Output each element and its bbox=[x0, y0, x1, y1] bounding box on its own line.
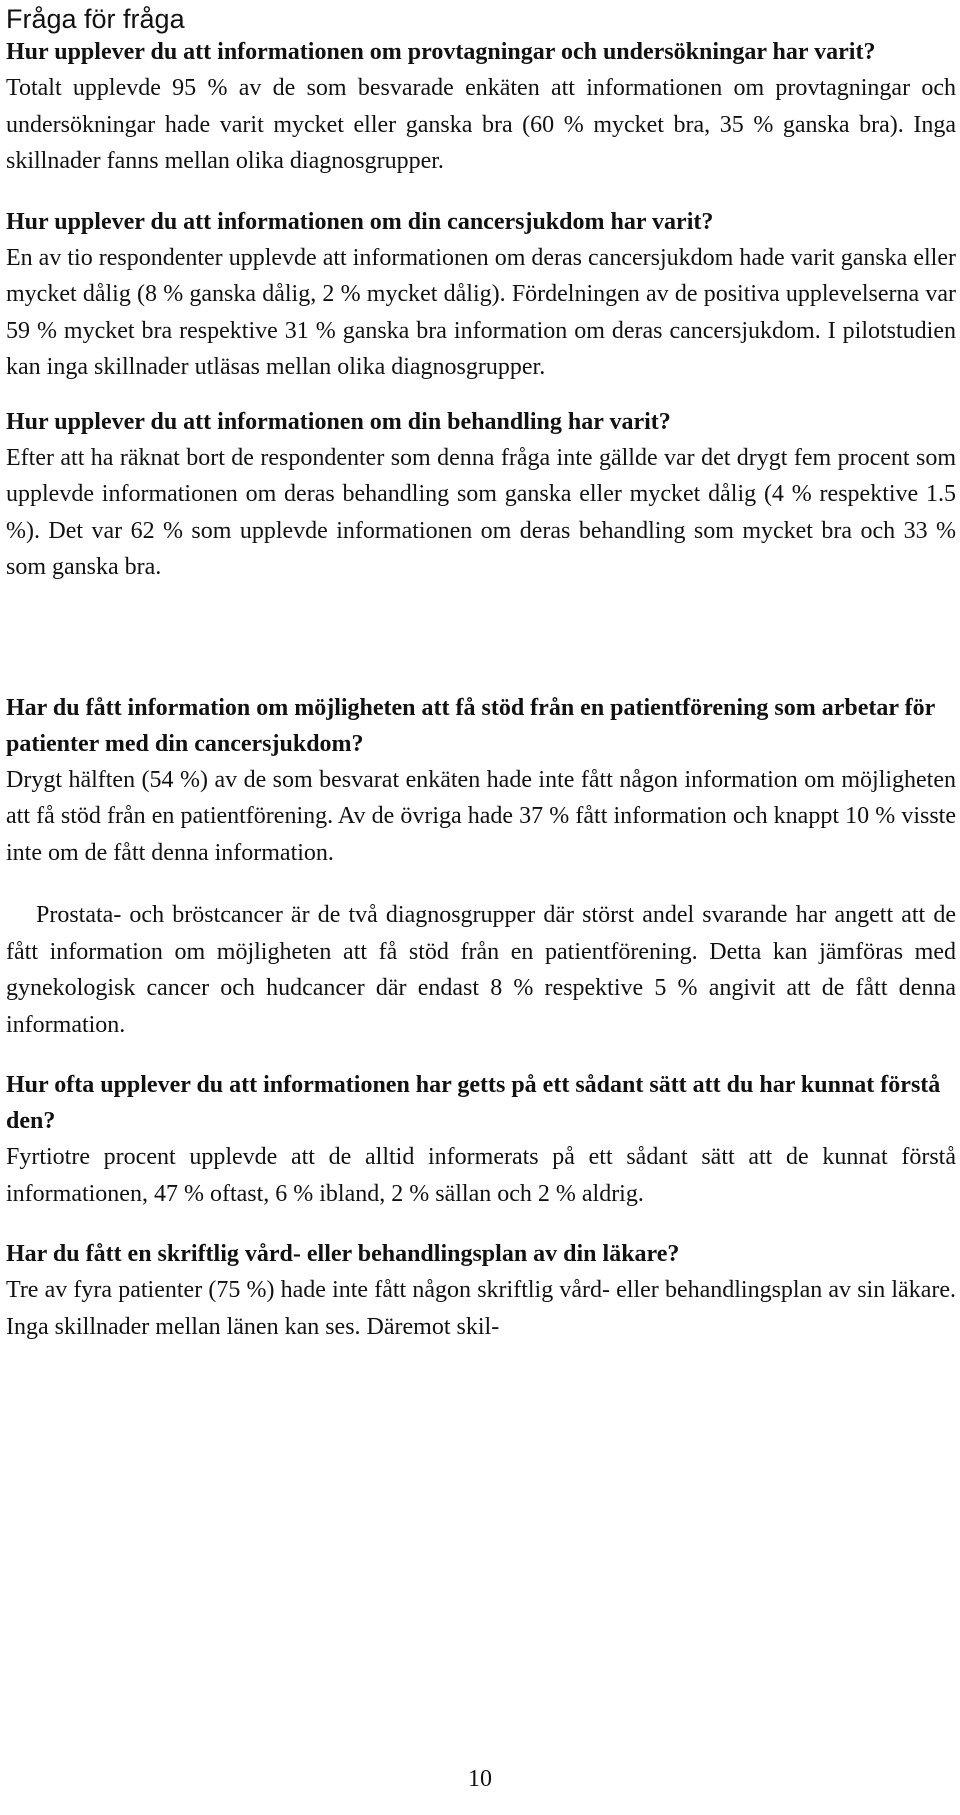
section-title: Fråga för fråga bbox=[6, 4, 185, 34]
body-paragraph: Drygt hälften (54 %) av de som besvarat enkäten hade inte fått någon information om möjligheten att få stöd från en patientförening. Av de övriga hade 37 % fått information och knappt 10 % visste inte om de fått denna information. bbox=[6, 766, 956, 866]
spacer bbox=[6, 1043, 956, 1067]
body-paragraph: Tre av fyra patienter (75 %) hade inte fått någon skriftlig vård- eller behandlingsplan av sin läkare. Inga skillnader mellan länen kan ses. Däremot skil- bbox=[6, 1277, 956, 1340]
question-heading: Hur ofta upplever du att informationen har getts på ett sådant sätt att du har kunnat förstå den? bbox=[6, 1072, 941, 1134]
section-cancersjukdom bbox=[6, 204, 956, 386]
section-provtagningar bbox=[6, 34, 956, 180]
question-heading: Har du fått en skriftlig vård- eller behandlingsplan av din läkare? bbox=[6, 1241, 680, 1267]
spacer bbox=[6, 586, 956, 690]
spacer bbox=[6, 386, 956, 404]
body-paragraph: Efter att ha räknat bort de respondenter som denna fråga inte gällde var det drygt fem procent som upplevde informationen om deras behandling som ganska eller mycket dålig (4 % respektive 1.5 %). Det var 62 % som upplevde informationen om deras behandling som mycket bra och 33 % som ganska bra. bbox=[6, 444, 956, 580]
section-patientforening bbox=[6, 690, 956, 1044]
page-number: 10 bbox=[468, 1766, 492, 1792]
body-paragraph: En av tio respondenter upplevde att informationen om deras cancersjukdom hade varit ganska eller mycket dålig (8 % ganska dålig, 2 % mycket dålig). Fördelningen av de positiva upplevelserna var 59 % mycket bra respektive 31 % ganska bra information om deras cancersjukdom. I pilotstudien kan inga skillnader utläsas mellan olika diagnosgrupper. bbox=[6, 244, 956, 380]
page-content bbox=[6, 0, 956, 1345]
question-heading: Hur upplever du att informationen om provtagningar och undersökningar har varit? bbox=[6, 39, 876, 65]
section-forstaelse bbox=[6, 1067, 956, 1212]
spacer bbox=[6, 180, 956, 204]
spacer bbox=[6, 871, 956, 897]
question-heading: Hur upplever du att informationen om din cancersjukdom har varit? bbox=[6, 208, 714, 235]
question-heading: Har du fått information om möjligheten att få stöd från en patientförening som arbetar för patienter med din cancersjukdom? bbox=[6, 694, 935, 757]
body-paragraph: Fyrtiotre procent upplevde att de alltid informerats på ett sådant sätt att de kunnat förstå informationen, 47 % oftast, 6 % ibland, 2 % sällan och 2 % aldrig. bbox=[6, 1144, 956, 1207]
body-paragraph: Prostata- och bröstcancer är de två diagnosgrupper där störst andel svarande har angett att de fått information om möjligheten att få stöd från en patientförening. Detta kan jämföras med gynekologisk cancer och hudcancer där endast 8 % respektive 5 % angivit att de fått denna information. bbox=[6, 902, 956, 1038]
section-vardplan bbox=[6, 1236, 956, 1345]
spacer bbox=[6, 1212, 956, 1236]
question-heading: Hur upplever du att informationen om din behandling har varit? bbox=[6, 408, 671, 435]
body-paragraph: Totalt upplevde 95 % av de som besvarade enkäten att informationen om provtagningar och undersökningar hade varit mycket eller ganska bra (60 % mycket bra, 35 % ganska bra). Inga skillnader fanns mellan olika diagnosgrupper. bbox=[6, 75, 956, 174]
section-behandling bbox=[6, 404, 956, 586]
